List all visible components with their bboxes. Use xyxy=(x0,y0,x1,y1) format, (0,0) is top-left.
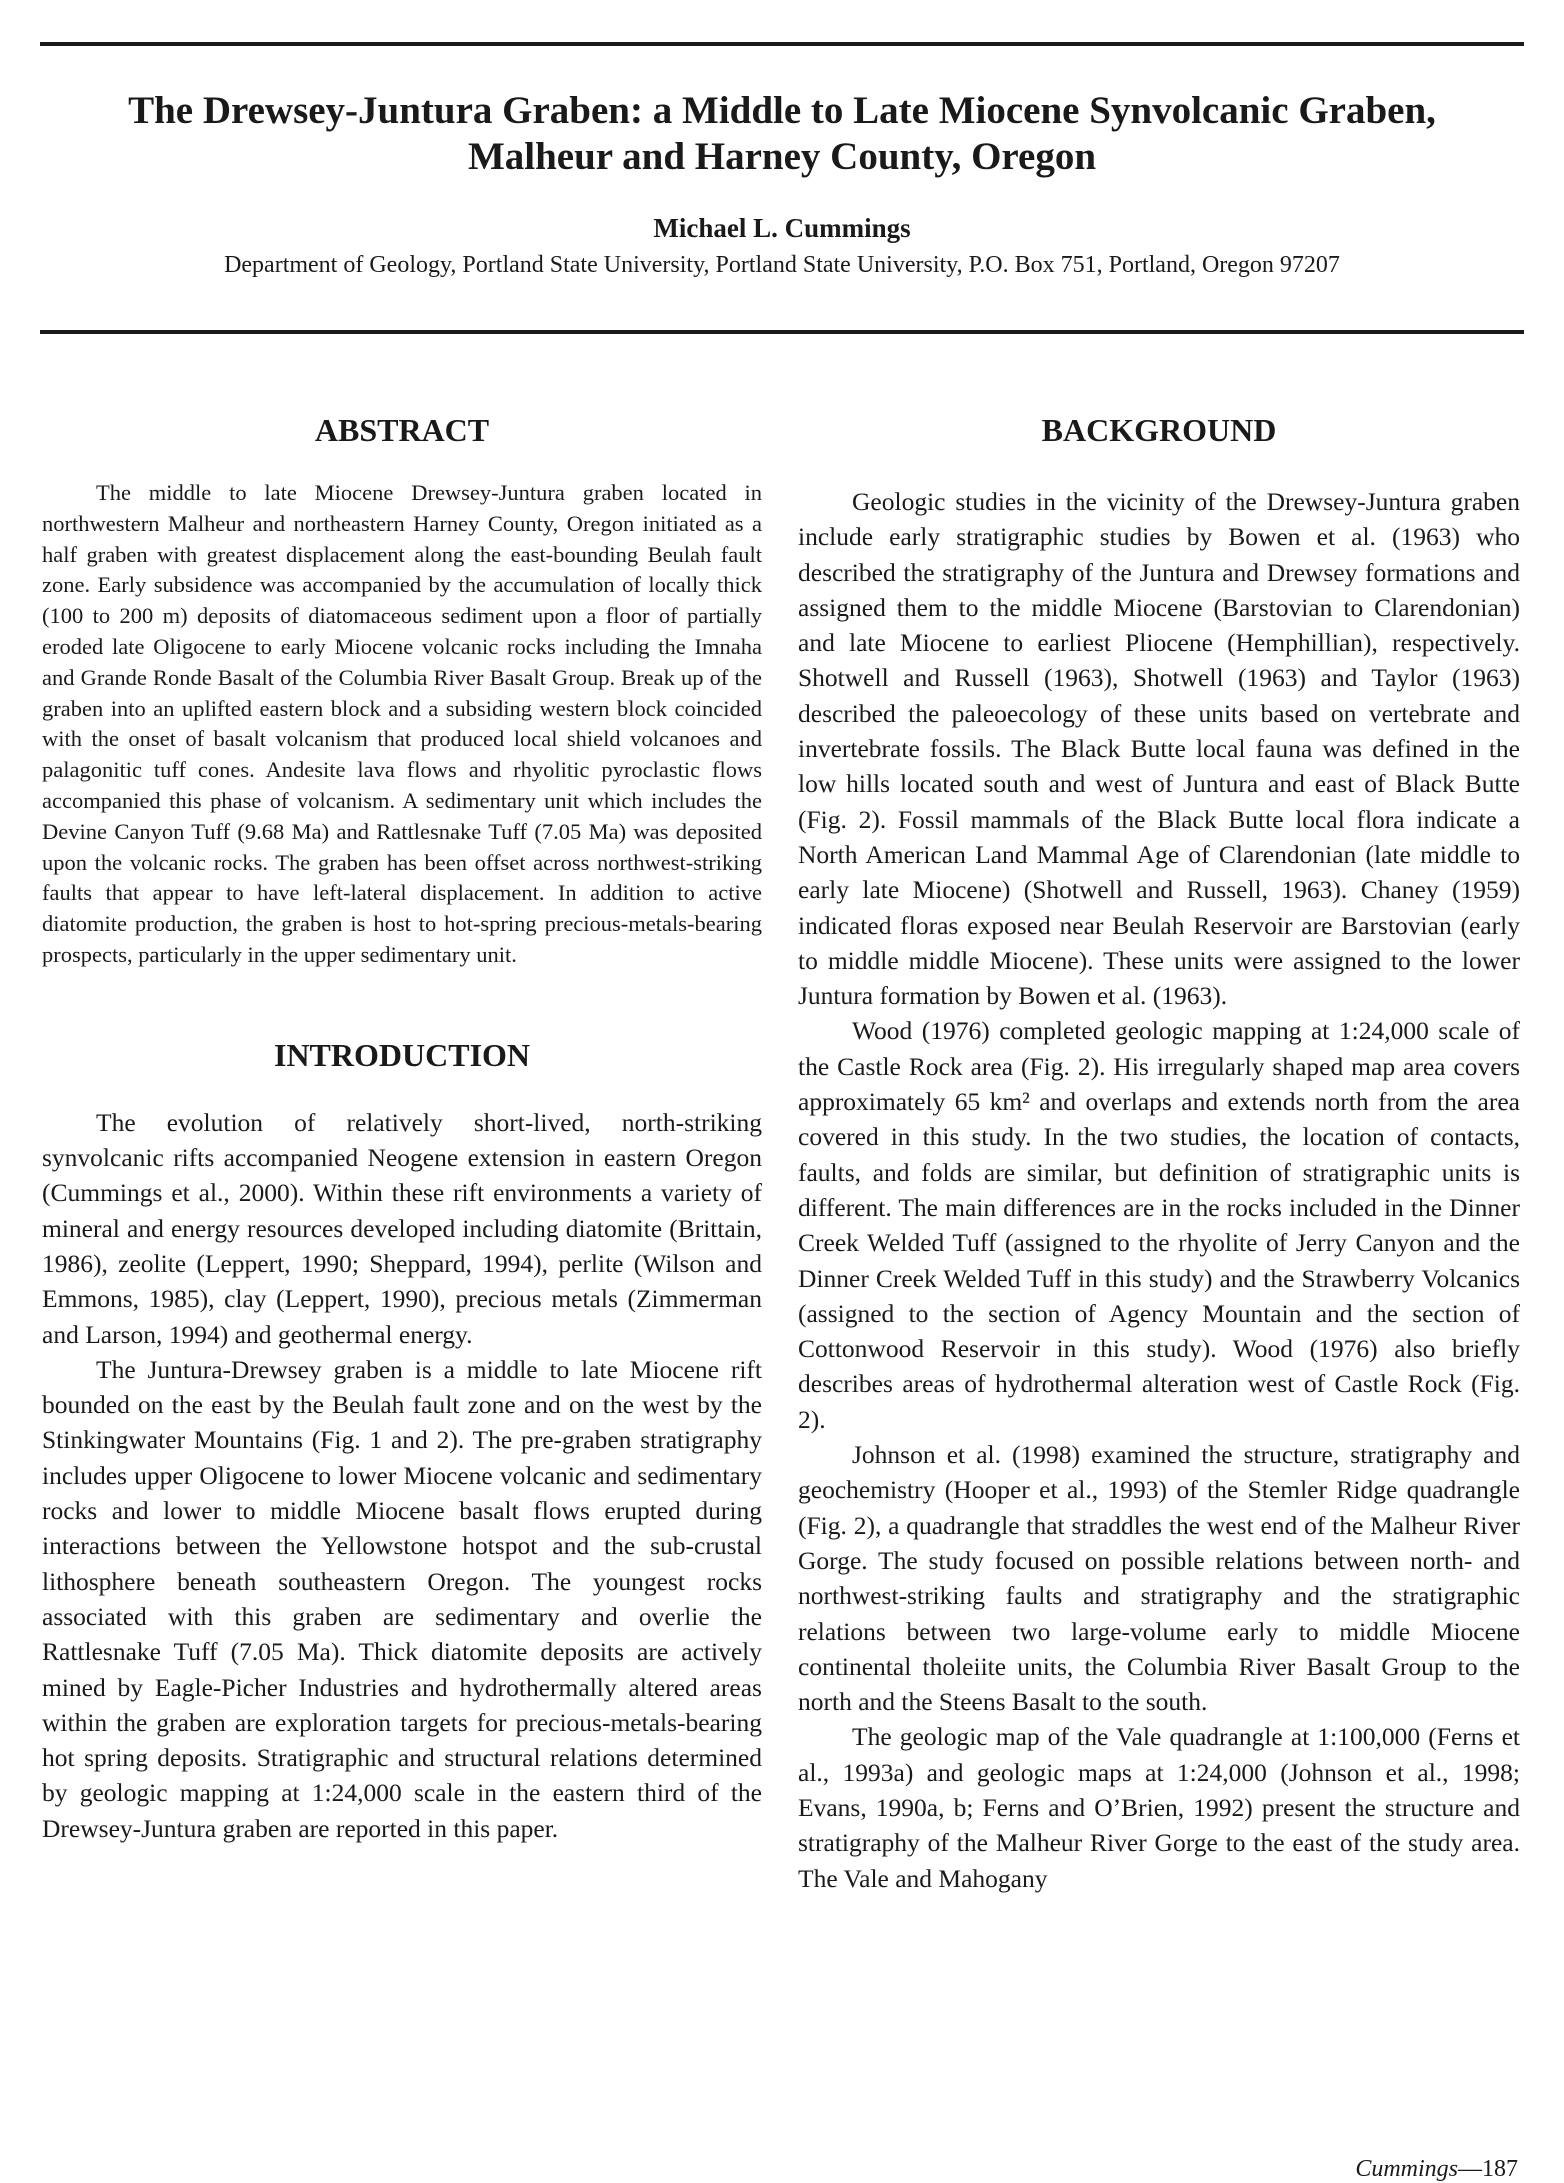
background-paragraph-2: Wood (1976) completed geologic mapping at 1:24,000 scale of the Castle Rock area (Fig. 2). His irregularly shaped map area covers approximately 65 km² and overlaps and extends north from the area covered in this study. In the two studies, the location of contacts, faults, and folds are similar, but definition of stratigraphic units is different. The main differences are in the rocks included in the Dinner Creek Welded Tuff (assigned to the rhyolite of Jerry Canyon and the Dinner Creek Welded Tuff in this study) and the Strawberry Volcanics (assigned to the section of Agency Mountain and the section of Cottonwood Reservoir in this study). Wood (1976) also briefly describes areas of hydrothermal alteration west of Castle Rock (Fig. 2). xyxy=(798,1016,1520,1434)
introduction-paragraph-1: The evolution of relatively short-lived, north-striking synvolcanic rifts accompanied Neogene extension in eastern Oregon (Cummings et al., 2000). Within these rift environments a variety of mineral and energy resources developed including diatomite (Brittain, 1986), zeolite (Leppert, 1990; Sheppard, 1994), perlite (Wilson and Emmons, 1985), clay (Leppert, 1990), precious metals (Zimmerman and Larson, 1994) and geothermal energy. xyxy=(42,1107,762,1349)
left-column xyxy=(42,410,762,1846)
introduction-paragraph-2: The Juntura-Drewsey graben is a middle to late Miocene rift bounded on the east by the Beulah fault zone and on the west by the Stinkingwater Mountains (Fig. 1 and 2). The pre-graben stratigraphy includes upper Oligocene to lower Miocene volcanic and sedimentary rocks and lower to middle Miocene basalt flows erupted during interactions between the Yellowstone hotspot and the sub-crustal lithosphere beneath southeastern Oregon. The youngest rocks associated with this graben are sedimentary and overlie the Rattlesnake Tuff (7.05 Ma). Thick diatomite deposits are actively mined by Eagle-Picher Industries and hydrothermally altered areas within the graben are exploration targets for precious-metals-bearing hot spring deposits. Stratigraphic and structural relations determined by geologic mapping at 1:24,000 scale in the eastern third of the Drewsey-Juntura graben are reported in this paper. xyxy=(42,1354,762,1843)
right-column xyxy=(798,410,1520,1896)
page-footer xyxy=(1355,2155,1518,2183)
background-heading: BACKGROUND xyxy=(1041,412,1277,448)
author-affiliation: Department of Geology, Portland State University, Portland State University, P.O. Box 751, Portland, Oregon 97207 xyxy=(224,252,1340,278)
top-rule xyxy=(40,42,1524,46)
background-paragraph-3: Johnson et al. (1998) examined the structure, stratigraphy and geochemistry (Hooper et al., 1993) of the Stemler Ridge quadrangle (Fig. 2), a quadrangle that straddles the west end of the Malheur River Gorge. The study focused on possible relations between north- and northwest-striking faults and stratigraphy and the stratigraphic relations between two large-volume early to middle Miocene continental tholeiite units, the Columbia River Basalt Group to the north and the Steens Basalt to the south. xyxy=(798,1440,1520,1717)
abstract-paragraph: The middle to late Miocene Drewsey-Juntura graben located in northwestern Malheur and northeastern Harney County, Oregon initiated as a half graben with greatest displacement along the east-bounding Beulah fault zone. Early subsidence was accompanied by the accumulation of locally thick (100 to 200 m) deposits of diatomaceous sediment upon a floor of partially eroded late Oligocene to early Miocene volcanic rocks including the Imnaha and Grande Ronde Basalt of the Columbia River Basalt Group. Break up of the graben into an uplifted eastern block and a subsiding western block coincided with the onset of basalt volcanism that produced local shield volcanoes and palagonitic tuff cones. Andesite lava flows and rhyolitic pyroclastic flows accompanied this phase of volcanism. A sedimentary unit which includes the Devine Canyon Tuff (9.68 Ma) and Rattlesnake Tuff (7.05 Ma) was deposited upon the volcanic rocks. The graben has been offset across northwest-striking faults that appear to have left-lateral displacement. In addition to active diatomite production, the graben is host to hot-spring precious-metals-bearing prospects, particularly in the upper sedimentary unit. xyxy=(42,480,762,967)
title-line-1: The Drewsey-Juntura Graben: a Middle to Late Miocene Synvolcanic Graben, xyxy=(128,89,1436,132)
footer-separator: — xyxy=(1458,2156,1482,2182)
abstract-heading: ABSTRACT xyxy=(314,412,490,448)
title-line-2: Malheur and Harney County, Oregon xyxy=(467,135,1097,178)
introduction-heading: INTRODUCTION xyxy=(273,1036,531,1073)
paper-title xyxy=(40,88,1524,180)
background-paragraph-1: Geologic studies in the vicinity of the Drewsey-Juntura graben include early stratigraphic studies by Bowen et al. (1963) who described the stratigraphy of the Juntura and Drewsey formations and assigned them to the middle Miocene (Barstovian to Clarendonian) and late Miocene to earliest Pliocene (Hemphillian), respectively. Shotwell and Russell (1963), Shotwell (1963) and Taylor (1963) described the paleoecology of these units based on vertebrate and invertebrate fossils. The Black Butte local fauna was defined in the low hills located south and west of Juntura and east of Black Butte (Fig. 2). Fossil mammals of the Black Butte local flora indicate a North American Land Mammal Age of Clarendonian (late middle to early late Miocene) (Shotwell and Russell, 1963). Chaney (1959) indicated floras exposed near Beulah Reservoir are Barstovian (early to middle middle Miocene). These units were assigned to the lower Juntura formation by Bowen et al. (1963). xyxy=(798,487,1520,1011)
background-paragraph-4: The geologic map of the Vale quadrangle at 1:100,000 (Ferns et al., 1993a) and geologic maps at 1:24,000 (Johnson et al., 1998; Evans, 1990a, b; Ferns and O’Brien, 1992) present the structure and stratigraphy of the Malheur River Gorge to the east of the study area. The Vale and Mahogany xyxy=(798,1722,1520,1893)
author-name: Michael L. Cummings xyxy=(653,213,911,243)
page-number: 187 xyxy=(1482,2156,1518,2182)
footer-author: Cummings xyxy=(1355,2156,1458,2182)
header-bottom-rule xyxy=(40,330,1524,334)
